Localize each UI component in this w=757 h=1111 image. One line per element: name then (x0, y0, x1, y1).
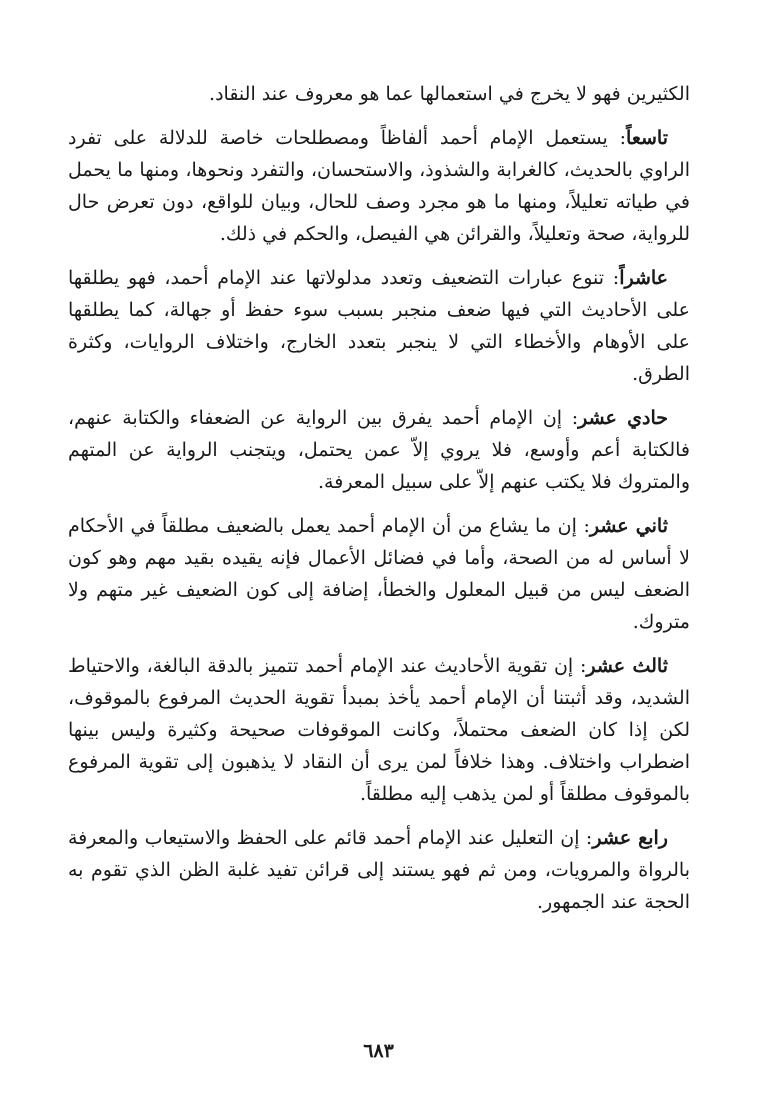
paragraph-text: : إن التعليل عند الإمام أحمد قائم على الحفظ والاستيعاب والمعرفة بالرواة والمرويات، ومن ثم فهو يستند إلى قرائن تفيد غلبة الظن الذي تقوم به الحجة عند الجمهور. (68, 827, 690, 913)
paragraph-eleventh (68, 402, 690, 498)
paragraph-text: : إن الإمام أحمد يفرق بين الرواية عن الضعفاء والكتابة عنهم، فالكتابة أعم وأوسع، فلا يروي إلاّ عمن يحتمل، ويتجنب الرواية عن المتهم والمتروك فلا يكتب عنهم إلاّ على سبيل المعرفة. (68, 407, 690, 493)
paragraph-lead: عاشراً (619, 267, 668, 289)
paragraph-fourteenth (68, 822, 690, 918)
paragraph-lead: تاسعاً (626, 127, 668, 149)
paragraph-continuation (68, 78, 690, 110)
paragraph-lead: ثاني عشر (589, 515, 669, 537)
paragraph-lead: ثالث عشر (586, 655, 668, 677)
paragraph-lead: حادي عشر (578, 407, 668, 429)
paragraph-tenth (68, 262, 690, 390)
paragraph-text: : إن ما يشاع من أن الإمام أحمد يعمل بالضعيف مطلقاً في الأحكام لا أساس له من الصحة، وأما في فضائل الأعمال فإنه يقيده بقيد مهم وهو كون الضعف ليس من قبيل المعلول والخطأ، إضافة إلى كون الضعيف غير متهم ولا متروك. (68, 515, 690, 633)
page-body (68, 78, 690, 930)
paragraph-lead: رابع عشر (592, 827, 668, 849)
paragraph-text: : تنوع عبارات التضعيف وتعدد مدلولاتها عند الإمام أحمد، فهو يطلقها على الأحاديث التي فيها ضعف منجبر بسبب سوء حفظ أو جهالة، كما يطلقها على الأوهام والأخطاء التي لا ينجبر بتعدد الخارج، واختلاف الروايات، وكثرة الطرق. (68, 267, 690, 385)
paragraph-ninth (68, 122, 690, 250)
paragraph-text: الكثيرين فهو لا يخرج في استعمالها عما هو معروف عند النقاد. (209, 83, 690, 105)
paragraph-text: : يستعمل الإمام أحمد ألفاظاً ومصطلحات خاصة للدلالة على تفرد الراوي بالحديث، كالغرابة والشذوذ، والاستحسان، والتفرد ونحوها، ومنها ما يحمل في طياته تعليلاً، ومنها ما هو مجرد وصف للحال، وبيان للواقع، دون تعرض حال للرواية، صحة وتعليلاً، والقرائن هي الفيصل، والحكم في ذلك. (68, 127, 690, 245)
paragraph-twelfth (68, 510, 690, 638)
paragraph-text: : إن تقوية الأحاديث عند الإمام أحمد تتميز بالدقة البالغة، والاحتياط الشديد، وقد أثبتنا أن الإمام أحمد يأخذ بمبدأ تقوية الحديث المرفوع بالموقوف، لكن إذا كان الضعف محتملاً، وكانت الموقوفات صحيحة وكثيرة وليس بينها اضطراب واختلاف. وهذا خلافاً لمن يرى أن النقاد لا يذهبون إلى تقوية المرفوع بالموقوف مطلقاً أو لمن يذهب إليه مطلقاً. (68, 655, 690, 805)
page-number: ٦٨٣ (363, 1040, 394, 1062)
paragraph-thirteenth (68, 650, 690, 810)
